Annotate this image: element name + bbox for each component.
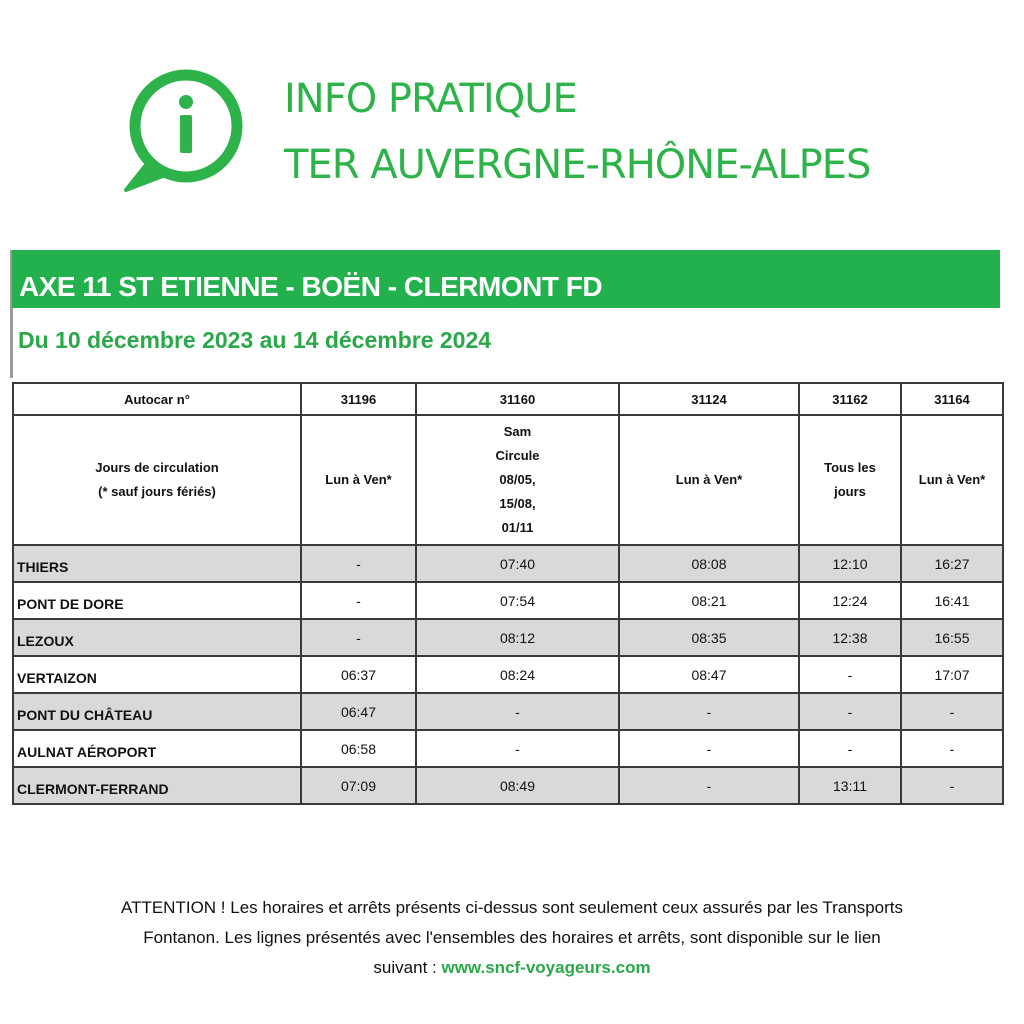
footer-line3-prefix: suivant : <box>373 958 442 977</box>
days-line: 08/05, <box>499 472 536 487</box>
departure-time: - <box>301 619 416 656</box>
days-of-operation-row <box>13 415 1003 545</box>
departure-time: 08:35 <box>619 619 799 656</box>
autocar-number: 31162 <box>799 383 901 415</box>
departure-time: 06:47 <box>301 693 416 730</box>
sncf-voyageurs-link[interactable]: www.sncf-voyageurs.com <box>441 958 651 977</box>
departure-time: 06:37 <box>301 656 416 693</box>
days-of-operation <box>416 415 619 545</box>
departure-time: - <box>619 693 799 730</box>
departure-time: 08:24 <box>416 656 619 693</box>
days-of-operation <box>901 415 1003 545</box>
departure-time: 12:38 <box>799 619 901 656</box>
table-row <box>13 730 1003 767</box>
departure-time: - <box>901 693 1003 730</box>
departure-time: - <box>799 693 901 730</box>
table-row <box>13 693 1003 730</box>
days-of-operation <box>301 415 416 545</box>
departure-time: 08:08 <box>619 545 799 582</box>
footer-notice <box>40 893 984 983</box>
footer-line1: ATTENTION ! Les horaires et arrêts présents ci-dessus sont seulement ceux assurés par les Transports <box>121 898 903 917</box>
info-speech-bubble-icon <box>120 68 250 194</box>
table-row <box>13 582 1003 619</box>
days-label-line: (* sauf jours fériés) <box>98 484 216 499</box>
departure-time: - <box>799 730 901 767</box>
days-line: Lun à Ven* <box>675 472 743 487</box>
days-label-line: Jours de circulation <box>95 460 219 475</box>
departure-time: 12:10 <box>799 545 901 582</box>
table-row <box>13 767 1003 804</box>
departure-time: - <box>301 582 416 619</box>
table-row <box>13 619 1003 656</box>
departure-time: - <box>901 730 1003 767</box>
stop-name: THIERS <box>13 545 301 582</box>
days-line: Sam <box>503 424 532 439</box>
stop-name: VERTAIZON <box>13 656 301 693</box>
autocar-label: Autocar n° <box>13 383 301 415</box>
departure-time: 07:54 <box>416 582 619 619</box>
departure-time: 08:12 <box>416 619 619 656</box>
autocar-number: 31160 <box>416 383 619 415</box>
departure-time: 06:58 <box>301 730 416 767</box>
footer-line3 <box>40 953 984 983</box>
timetable <box>12 382 1004 805</box>
days-line: jours <box>834 484 866 499</box>
days-line: Circule <box>495 448 540 463</box>
stop-name: CLERMONT-FERRAND <box>13 767 301 804</box>
days-of-operation <box>619 415 799 545</box>
departure-time: 17:07 <box>901 656 1003 693</box>
autocar-number-row <box>13 383 1003 415</box>
departure-time: - <box>619 730 799 767</box>
days-line: Lun à Ven* <box>325 472 392 487</box>
departure-time: 16:41 <box>901 582 1003 619</box>
departure-time: 13:11 <box>799 767 901 804</box>
departure-time: - <box>416 693 619 730</box>
departure-time: 07:09 <box>301 767 416 804</box>
departure-time: 12:24 <box>799 582 901 619</box>
departure-time: 16:55 <box>901 619 1003 656</box>
departure-time: - <box>901 767 1003 804</box>
route-banner: AXE 11 ST ETIENNE - BOËN - CLERMONT FD <box>12 250 1000 308</box>
departure-time: - <box>619 767 799 804</box>
stop-name: PONT DU CHÂTEAU <box>13 693 301 730</box>
departure-time: 08:21 <box>619 582 799 619</box>
stop-name: LEZOUX <box>13 619 301 656</box>
departure-time: - <box>416 730 619 767</box>
departure-time: 08:47 <box>619 656 799 693</box>
days-of-operation <box>799 415 901 545</box>
autocar-number: 31196 <box>301 383 416 415</box>
table-row <box>13 656 1003 693</box>
departure-time: - <box>799 656 901 693</box>
validity-period: Du 10 décembre 2023 au 14 décembre 2024 <box>18 327 492 353</box>
departure-time: - <box>301 545 416 582</box>
stop-name: PONT DE DORE <box>13 582 301 619</box>
table-row <box>13 545 1003 582</box>
days-line: 15/08, <box>499 496 536 511</box>
autocar-number: 31124 <box>619 383 799 415</box>
header-title-line2: TER AUVERGNE-RHÔNE-ALPES <box>284 142 871 188</box>
footer-line2: Fontanon. Les lignes présentés avec l'ensembles des horaires et arrêts, sont disponible sur le lien <box>143 928 881 947</box>
days-line: 01/11 <box>501 520 534 535</box>
days-line: Lun à Ven* <box>918 472 986 487</box>
departure-time: 16:27 <box>901 545 1003 582</box>
stop-name: AULNAT AÉROPORT <box>13 730 301 767</box>
days-label <box>13 415 301 545</box>
departure-time: 08:49 <box>416 767 619 804</box>
autocar-number: 31164 <box>901 383 1003 415</box>
days-line: Tous les <box>824 460 876 475</box>
header-title-line1: INFO PRATIQUE <box>284 76 577 122</box>
departure-time: 07:40 <box>416 545 619 582</box>
